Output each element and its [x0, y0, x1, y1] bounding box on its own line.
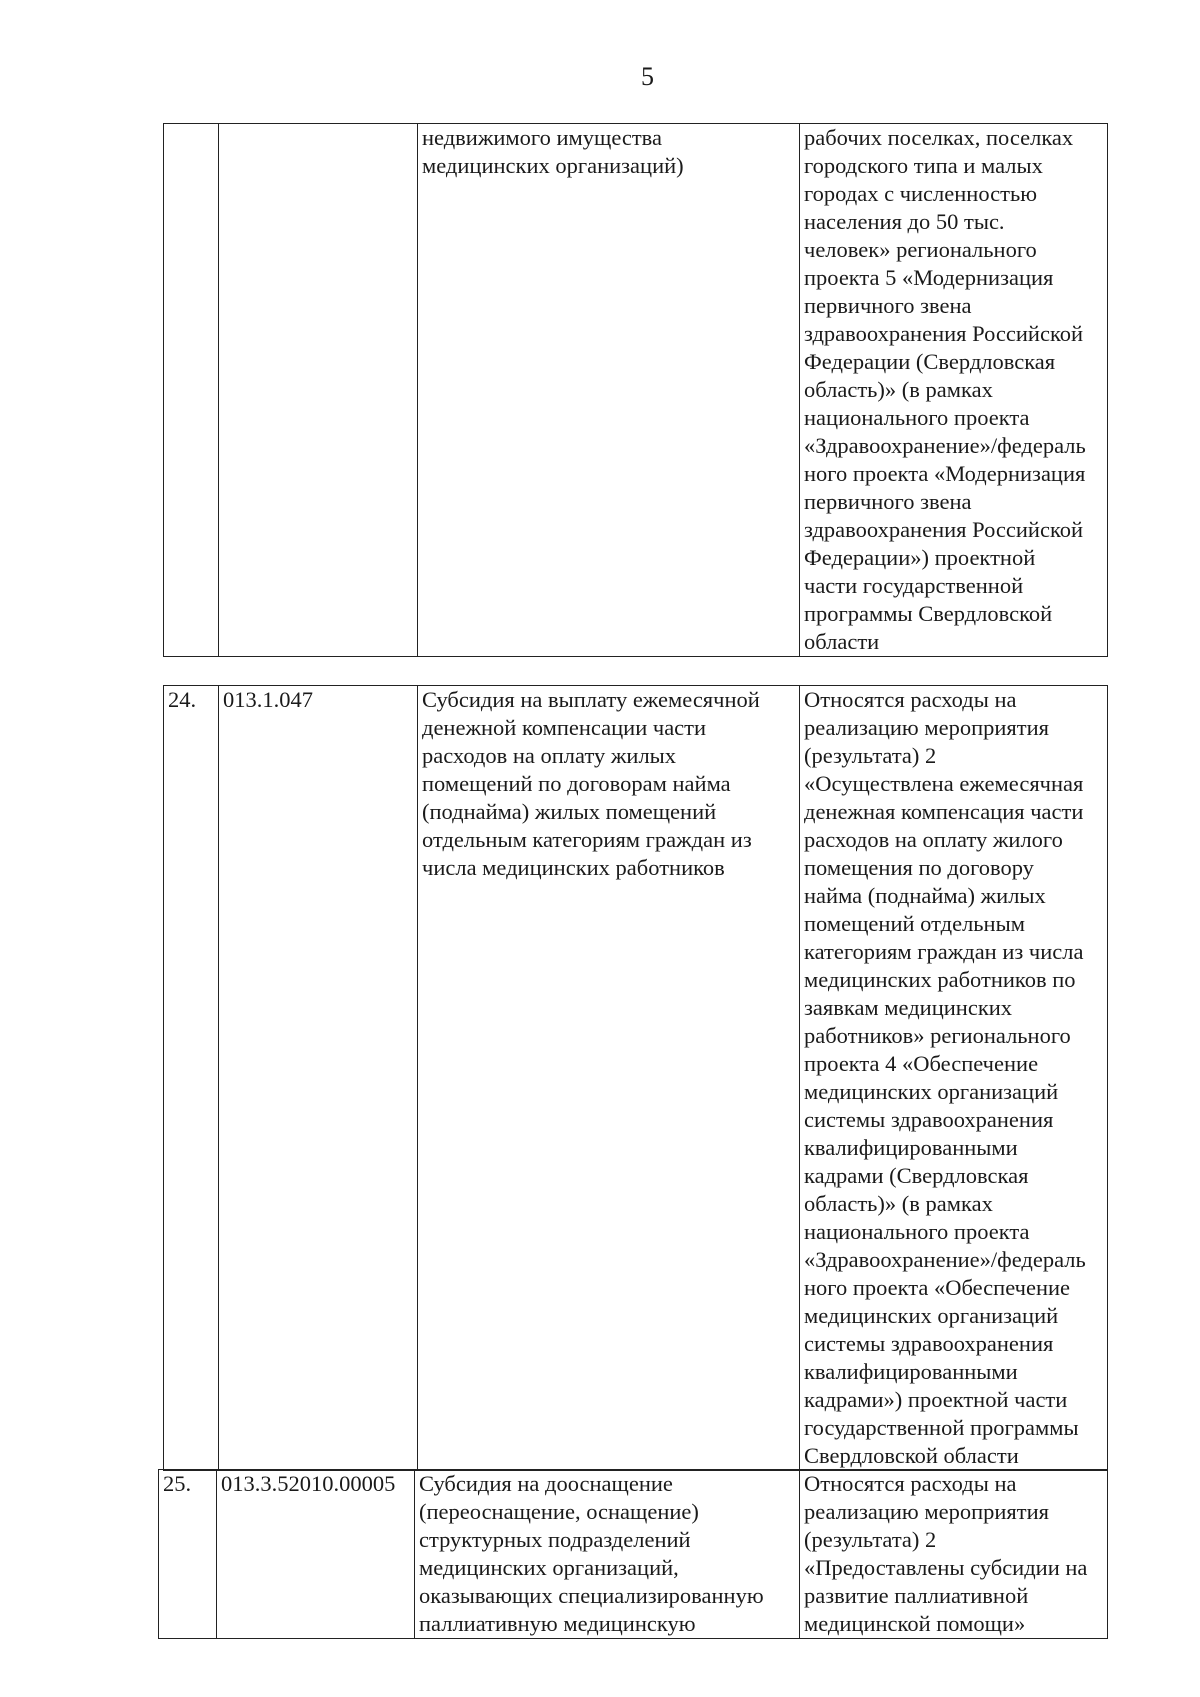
page-number: 5 [641, 62, 654, 91]
code-cell: 013.3.52010.00005 [217, 1470, 415, 1639]
description-cell: рабочих поселках, поселках городского типа и малых городах с численностью населения до 50 тыс. человек» регионального проекта 5 «Модернизация первичного звена здравоохранения Российской Федерации (Свердловская область)» (в рамках национального проекта «Здравоохранение»/федераль ного проекта «Модернизация первичного звена здравоохранения Российской Федерации») проектной части государственной программы Свердловской области [800, 124, 1108, 657]
table-row [164, 124, 1108, 657]
row-number-cell [164, 124, 219, 657]
name-cell: Субсидия на выплату ежемесячной денежной компенсации части расходов на оплату жилых помещений по договорам найма (поднайма) жилых помещений отдельным категориям граждан из числа медицинских работников [418, 686, 800, 1471]
name-cell: недвижимого имущества медицинских организаций) [418, 124, 800, 657]
table-row [159, 1470, 1108, 1639]
description-cell: Относятся расходы на реализацию мероприятия (результата) 2 «Осуществлена ежемесячная денежная компенсация части расходов на оплату жилого помещения по договору найма (поднайма) жилых помещений отдельным категориям граждан из числа медицинских работников по заявкам медицинских работников» регионального проекта 4 «Обеспечение медицинских организаций системы здравоохранения квалифицированными кадрами (Свердловская область)» (в рамках национального проекта «Здравоохранение»/федераль ного проекта «Обеспечение медицинских организаций системы здравоохранения квалифицированными кадрами») проектной части государственной программы Свердловской области [800, 686, 1108, 1471]
table-main-lower [158, 1469, 1108, 1639]
table-continuation [163, 123, 1108, 657]
description-cell: Относятся расходы на реализацию мероприятия (результата) 2 «Предоставлены субсидии на развитие паллиативной медицинской помощи» [800, 1470, 1108, 1639]
table-row [164, 686, 1108, 1471]
row-number-cell: 24. [164, 686, 219, 1471]
code-cell: 013.1.047 [219, 686, 418, 1471]
name-cell: Субсидия на дооснащение (переоснащение, оснащение) структурных подразделений медицинских организаций, оказывающих специализированную паллиативную медицинскую [415, 1470, 800, 1639]
row-number-cell: 25. [159, 1470, 217, 1639]
table-main [163, 685, 1108, 1471]
code-cell [219, 124, 418, 657]
